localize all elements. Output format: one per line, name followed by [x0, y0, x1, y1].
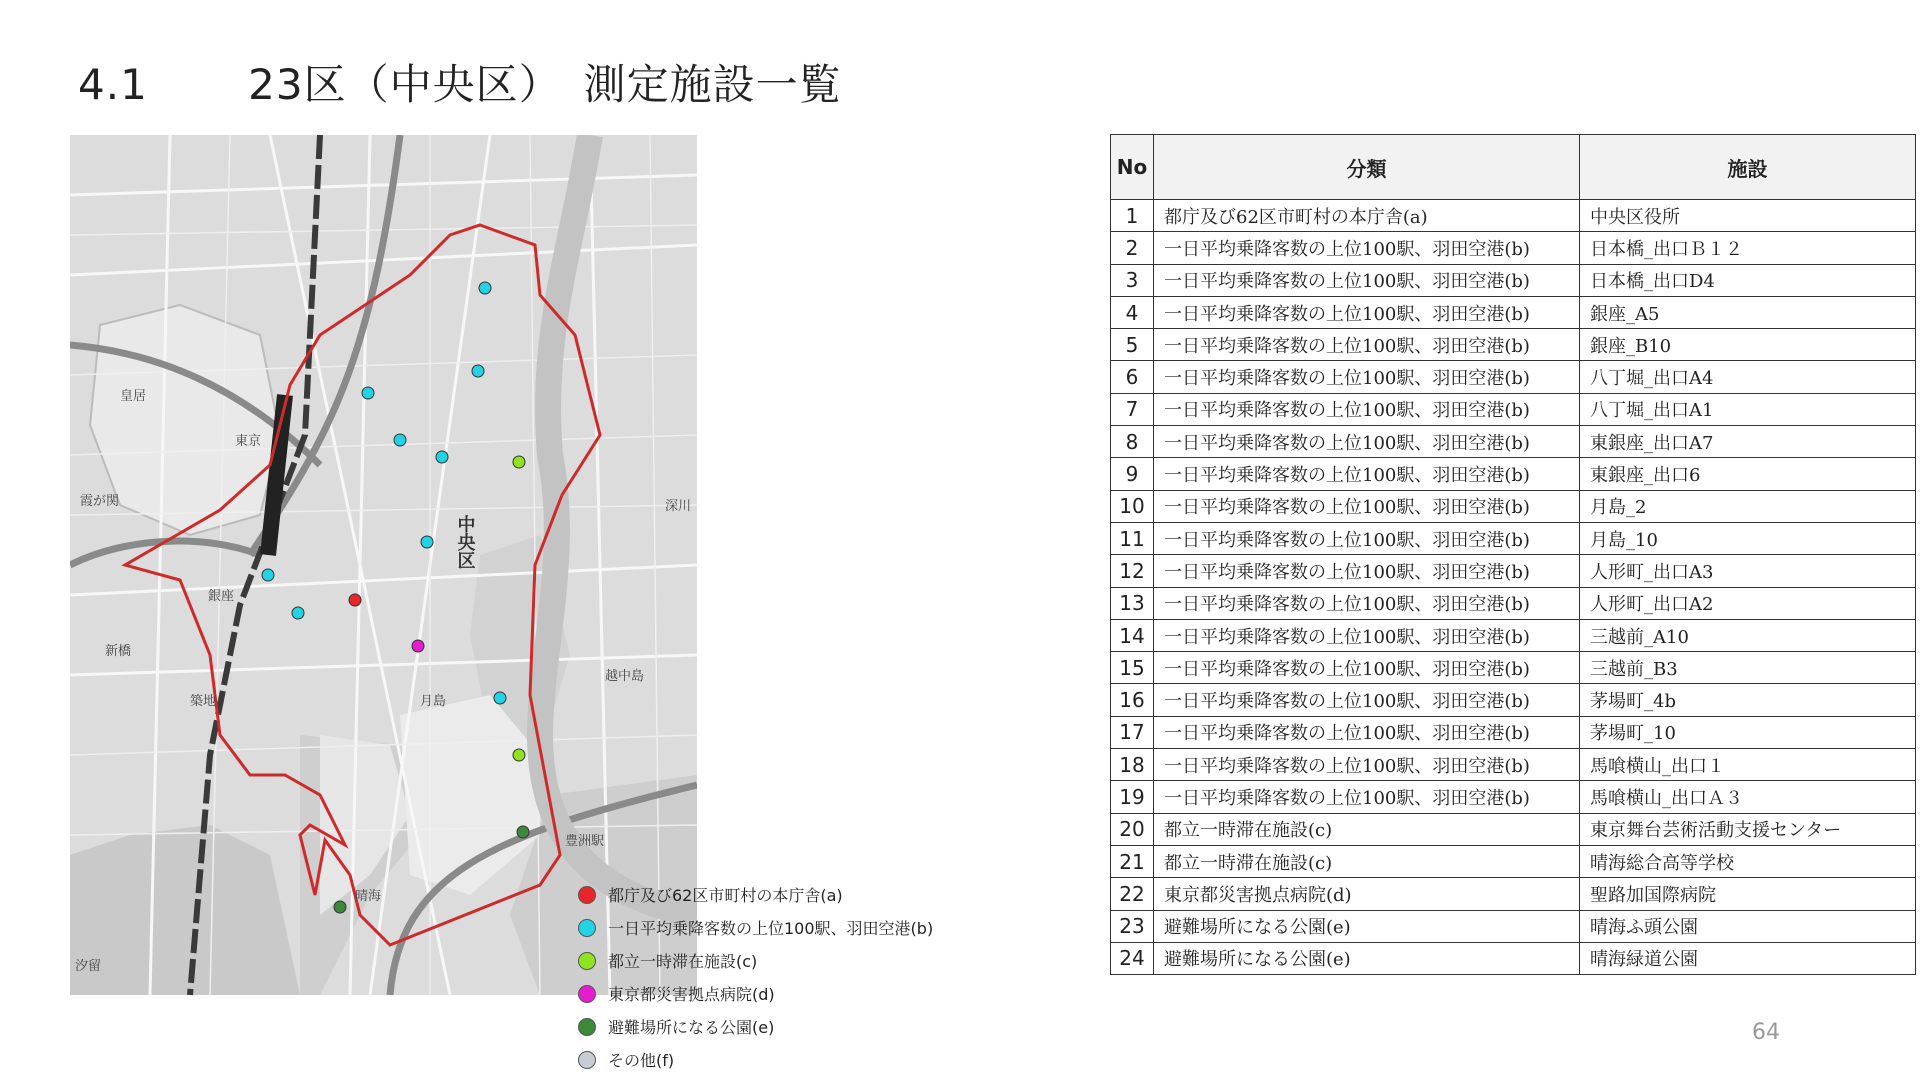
- legend-label-e: 避難場所になる公園(e): [608, 1018, 775, 1037]
- table-row: [1111, 619, 1916, 651]
- cell-facility: 月島_10: [1580, 522, 1916, 554]
- map-label-shinbashi: 新橋: [105, 644, 132, 659]
- map-label-harumi: 晴海: [355, 889, 382, 904]
- table-row: [1111, 878, 1916, 910]
- marker-b: [362, 387, 374, 399]
- cell-no: 6: [1111, 361, 1154, 393]
- cell-no: 9: [1111, 458, 1154, 490]
- legend-item-d: [578, 977, 933, 1010]
- cell-no: 10: [1111, 490, 1154, 522]
- cell-category: 都立一時滞在施設(c): [1154, 845, 1580, 877]
- table-row: [1111, 264, 1916, 296]
- cell-no: 16: [1111, 684, 1154, 716]
- cell-no: 21: [1111, 845, 1154, 877]
- map-label-ginza: 銀座: [208, 589, 235, 604]
- cell-facility: 晴海緑道公園: [1580, 942, 1916, 974]
- cell-facility: 人形町_出口A3: [1580, 555, 1916, 587]
- facility-table: [1110, 134, 1916, 975]
- table-row: [1111, 490, 1916, 522]
- cell-category: 一日平均乗降客数の上位100駅、羽田空港(b): [1154, 393, 1580, 425]
- marker-b: [436, 451, 448, 463]
- cell-facility: 三越前_A10: [1580, 619, 1916, 651]
- map-legend: [578, 878, 933, 1076]
- table-row: [1111, 329, 1916, 361]
- legend-item-f: [578, 1043, 933, 1076]
- cell-facility: 日本橋_出口D4: [1580, 264, 1916, 296]
- cell-no: 15: [1111, 652, 1154, 684]
- legend-dot-a: [578, 886, 596, 904]
- table-row: [1111, 522, 1916, 554]
- cell-facility: 馬喰横山_出口Ａ３: [1580, 781, 1916, 813]
- cell-no: 4: [1111, 296, 1154, 328]
- cell-category: 都庁及び62区市町村の本庁舎(a): [1154, 200, 1580, 232]
- table-row: [1111, 426, 1916, 458]
- cell-category: 一日平均乗降客数の上位100駅、羽田空港(b): [1154, 587, 1580, 619]
- cell-facility: 茅場町_10: [1580, 716, 1916, 748]
- map-label-etchujima: 越中島: [605, 669, 645, 684]
- marker-b: [472, 365, 484, 377]
- cell-category: 一日平均乗降客数の上位100駅、羽田空港(b): [1154, 781, 1580, 813]
- legend-dot-d: [578, 985, 596, 1003]
- map-label-tsukishima: 月島: [420, 694, 447, 709]
- cell-facility: 中央区役所: [1580, 200, 1916, 232]
- cell-category: 一日平均乗降客数の上位100駅、羽田空港(b): [1154, 555, 1580, 587]
- table-row: [1111, 749, 1916, 781]
- cell-category: 避難場所になる公園(e): [1154, 942, 1580, 974]
- cell-no: 18: [1111, 749, 1154, 781]
- page-title: 4.1 23区（中央区） 測定施設一覧: [78, 60, 842, 109]
- marker-a-1: [349, 594, 361, 606]
- cell-no: 19: [1111, 781, 1154, 813]
- legend-label-d: 東京都災害拠点病院(d): [608, 985, 775, 1004]
- cell-facility: 八丁堀_出口A4: [1580, 361, 1916, 393]
- cell-facility: 銀座_B10: [1580, 329, 1916, 361]
- legend-label-a: 都庁及び62区市町村の本庁舎(a): [608, 886, 843, 905]
- map-label-shiodome: 汐留: [75, 959, 102, 974]
- cell-facility: 日本橋_出口Ｂ１２: [1580, 232, 1916, 264]
- cell-facility: 晴海ふ頭公園: [1580, 910, 1916, 942]
- cell-category: 一日平均乗降客数の上位100駅、羽田空港(b): [1154, 361, 1580, 393]
- cell-category: 一日平均乗降客数の上位100駅、羽田空港(b): [1154, 264, 1580, 296]
- table-row: [1111, 652, 1916, 684]
- cell-category: 都立一時滞在施設(c): [1154, 813, 1580, 845]
- table-row: [1111, 845, 1916, 877]
- cell-category: 一日平均乗降客数の上位100駅、羽田空港(b): [1154, 458, 1580, 490]
- table-row: [1111, 684, 1916, 716]
- map-svg: [70, 135, 697, 995]
- cell-no: 3: [1111, 264, 1154, 296]
- cell-facility: 馬喰横山_出口１: [1580, 749, 1916, 781]
- cell-category: 一日平均乗降客数の上位100駅、羽田空港(b): [1154, 490, 1580, 522]
- cell-facility: 月島_2: [1580, 490, 1916, 522]
- map-label-toyosu: 豊洲駅: [565, 834, 605, 849]
- cell-no: 24: [1111, 942, 1154, 974]
- marker-e: [517, 826, 529, 838]
- cell-facility: 東銀座_出口A7: [1580, 426, 1916, 458]
- legend-item-a: [578, 878, 933, 911]
- cell-facility: 東京舞台芸術活動支援センター: [1580, 813, 1916, 845]
- map-label-tsukiji: 築地: [190, 694, 217, 709]
- cell-no: 17: [1111, 716, 1154, 748]
- cell-no: 8: [1111, 426, 1154, 458]
- marker-e: [334, 901, 346, 913]
- table-row: [1111, 716, 1916, 748]
- cell-facility: 八丁堀_出口A1: [1580, 393, 1916, 425]
- cell-no: 23: [1111, 910, 1154, 942]
- legend-dot-e: [578, 1018, 596, 1036]
- table-row: [1111, 587, 1916, 619]
- page-number: 64: [1752, 1020, 1780, 1045]
- table-row: [1111, 781, 1916, 813]
- marker-c: [513, 456, 525, 468]
- cell-facility: 聖路加国際病院: [1580, 878, 1916, 910]
- header-category: 分類: [1154, 135, 1580, 200]
- marker-c: [513, 749, 525, 761]
- cell-facility: 三越前_B3: [1580, 652, 1916, 684]
- legend-label-b: 一日平均乗降客数の上位100駅、羽田空港(b): [608, 919, 934, 938]
- marker-b: [494, 692, 506, 704]
- district-map: [70, 135, 697, 995]
- legend-dot-f: [578, 1051, 596, 1069]
- cell-category: 一日平均乗降客数の上位100駅、羽田空港(b): [1154, 619, 1580, 651]
- legend-dot-c: [578, 952, 596, 970]
- cell-facility: 東銀座_出口6: [1580, 458, 1916, 490]
- cell-category: 避難場所になる公園(e): [1154, 910, 1580, 942]
- cell-category: 一日平均乗降客数の上位100駅、羽田空港(b): [1154, 232, 1580, 264]
- cell-category: 一日平均乗降客数の上位100駅、羽田空港(b): [1154, 749, 1580, 781]
- legend-item-b: [578, 911, 933, 944]
- cell-facility: 茅場町_4b: [1580, 684, 1916, 716]
- cell-no: 13: [1111, 587, 1154, 619]
- cell-facility: 晴海総合高等学校: [1580, 845, 1916, 877]
- table-row: [1111, 232, 1916, 264]
- table-row: [1111, 200, 1916, 232]
- table-row: [1111, 910, 1916, 942]
- table-row: [1111, 361, 1916, 393]
- table-header-row: [1111, 135, 1916, 200]
- header-facility: 施設: [1580, 135, 1916, 200]
- legend-label-c: 都立一時滞在施設(c): [608, 952, 758, 971]
- map-label-district: 中央区: [454, 515, 476, 569]
- marker-b: [421, 536, 433, 548]
- cell-category: 一日平均乗降客数の上位100駅、羽田空港(b): [1154, 522, 1580, 554]
- cell-category: 一日平均乗降客数の上位100駅、羽田空港(b): [1154, 296, 1580, 328]
- marker-b: [292, 607, 304, 619]
- map-label-imperial-palace: 皇居: [120, 389, 147, 404]
- cell-no: 7: [1111, 393, 1154, 425]
- cell-no: 20: [1111, 813, 1154, 845]
- map-label-kasumigaseki: 霞が関: [80, 494, 120, 509]
- marker-d: [412, 640, 424, 652]
- cell-category: 一日平均乗降客数の上位100駅、羽田空港(b): [1154, 329, 1580, 361]
- cell-category: 一日平均乗降客数の上位100駅、羽田空港(b): [1154, 716, 1580, 748]
- cell-no: 2: [1111, 232, 1154, 264]
- table-row: [1111, 296, 1916, 328]
- cell-no: 11: [1111, 522, 1154, 554]
- marker-b: [262, 569, 274, 581]
- header-no: No: [1111, 135, 1154, 200]
- cell-category: 一日平均乗降客数の上位100駅、羽田空港(b): [1154, 652, 1580, 684]
- table-row: [1111, 813, 1916, 845]
- cell-no: 22: [1111, 878, 1154, 910]
- cell-category: 一日平均乗降客数の上位100駅、羽田空港(b): [1154, 684, 1580, 716]
- cell-facility: 銀座_A5: [1580, 296, 1916, 328]
- cell-no: 14: [1111, 619, 1154, 651]
- map-label-tokyo: 東京: [235, 434, 262, 449]
- marker-b: [394, 434, 406, 446]
- marker-b: [479, 282, 491, 294]
- cell-no: 12: [1111, 555, 1154, 587]
- legend-label-f: その他(f): [608, 1051, 675, 1070]
- table-row: [1111, 393, 1916, 425]
- cell-facility: 人形町_出口A2: [1580, 587, 1916, 619]
- cell-no: 5: [1111, 329, 1154, 361]
- cell-category: 東京都災害拠点病院(d): [1154, 878, 1580, 910]
- cell-category: 一日平均乗降客数の上位100駅、羽田空港(b): [1154, 426, 1580, 458]
- legend-item-c: [578, 944, 933, 977]
- cell-no: 1: [1111, 200, 1154, 232]
- legend-item-e: [578, 1010, 933, 1043]
- table-row: [1111, 942, 1916, 974]
- table-row: [1111, 555, 1916, 587]
- table-row: [1111, 458, 1916, 490]
- map-label-fukagawa: 深川: [665, 499, 692, 514]
- legend-dot-b: [578, 919, 596, 937]
